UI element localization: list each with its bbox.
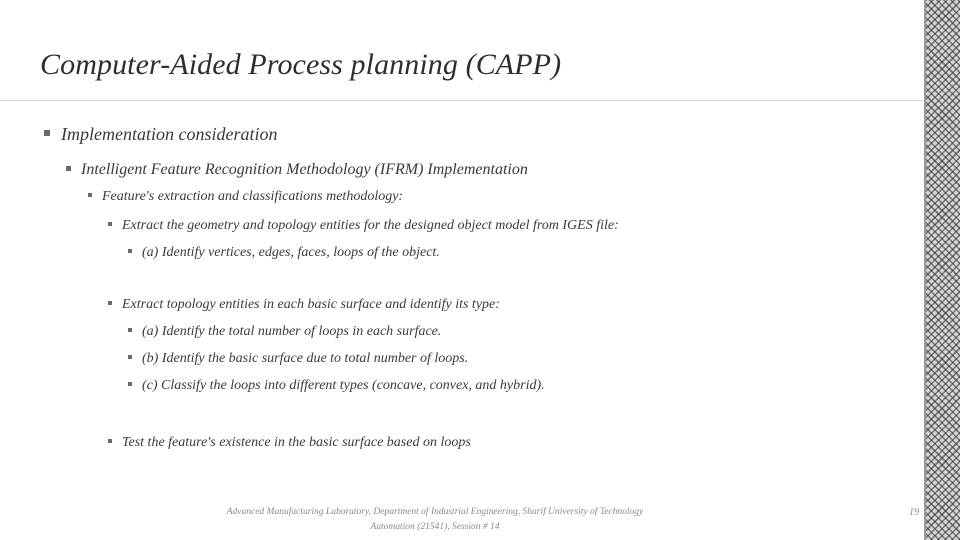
bullet-implementation-consideration bbox=[44, 124, 277, 145]
footer-course: Automation (21541), Session # 14 bbox=[370, 521, 500, 532]
square-bullet-icon bbox=[128, 328, 132, 332]
bullet-text: Intelligent Feature Recognition Methodology (IFRM) Implementation bbox=[81, 161, 528, 178]
bullet-text: Test the feature's existence in the basic surface based on loops bbox=[122, 435, 471, 450]
decorative-border-edge bbox=[924, 0, 926, 540]
bullet-identify-loops bbox=[128, 324, 441, 340]
square-bullet-icon bbox=[66, 166, 71, 171]
square-bullet-icon bbox=[108, 301, 112, 305]
bullet-text: Extract topology entities in each basic surface and identify its type: bbox=[122, 297, 500, 312]
decorative-border bbox=[924, 0, 960, 540]
square-bullet-icon bbox=[128, 249, 132, 253]
bullet-text: (a) Identify the total number of loops in each surface. bbox=[142, 324, 442, 339]
bullet-test-feature-existence bbox=[108, 435, 471, 451]
bullet-classify-loops bbox=[128, 378, 545, 394]
square-bullet-icon bbox=[88, 193, 92, 197]
footer-institution: Advanced Manufacturing Laboratory, Department of Industrial Engineering, Sharif University of Technology bbox=[226, 507, 644, 517]
bullet-text: Feature's extraction and classifications methodology: bbox=[102, 189, 404, 204]
square-bullet-icon bbox=[44, 130, 50, 136]
slide-footer bbox=[170, 505, 700, 534]
bullet-text: Implementation consideration bbox=[61, 124, 278, 144]
bullet-extract-topology bbox=[108, 297, 500, 313]
bullet-text: (b) Identify the basic surface due to total number of loops. bbox=[142, 351, 469, 366]
bullet-text: Extract the geometry and topology entities for the designed object model from IGES file: bbox=[122, 218, 619, 233]
square-bullet-icon bbox=[128, 382, 132, 386]
bullet-feature-extraction bbox=[88, 189, 403, 205]
square-bullet-icon bbox=[108, 439, 112, 443]
square-bullet-icon bbox=[128, 355, 132, 359]
slide-title: Computer-Aided Process planning (CAPP) bbox=[40, 48, 562, 81]
bullet-identify-basic-surface bbox=[128, 351, 468, 367]
bullet-text: (a) Identify vertices, edges, faces, loops of the object. bbox=[142, 245, 440, 260]
bullet-ifrm-implementation bbox=[66, 161, 528, 179]
square-bullet-icon bbox=[108, 222, 112, 226]
title-divider bbox=[0, 100, 924, 101]
bullet-extract-geometry bbox=[108, 218, 619, 234]
bullet-text: (c) Classify the loops into different types (concave, convex, and hybrid). bbox=[142, 378, 545, 393]
page-number: 19 bbox=[909, 507, 919, 518]
bullet-identify-vertices bbox=[128, 245, 440, 261]
